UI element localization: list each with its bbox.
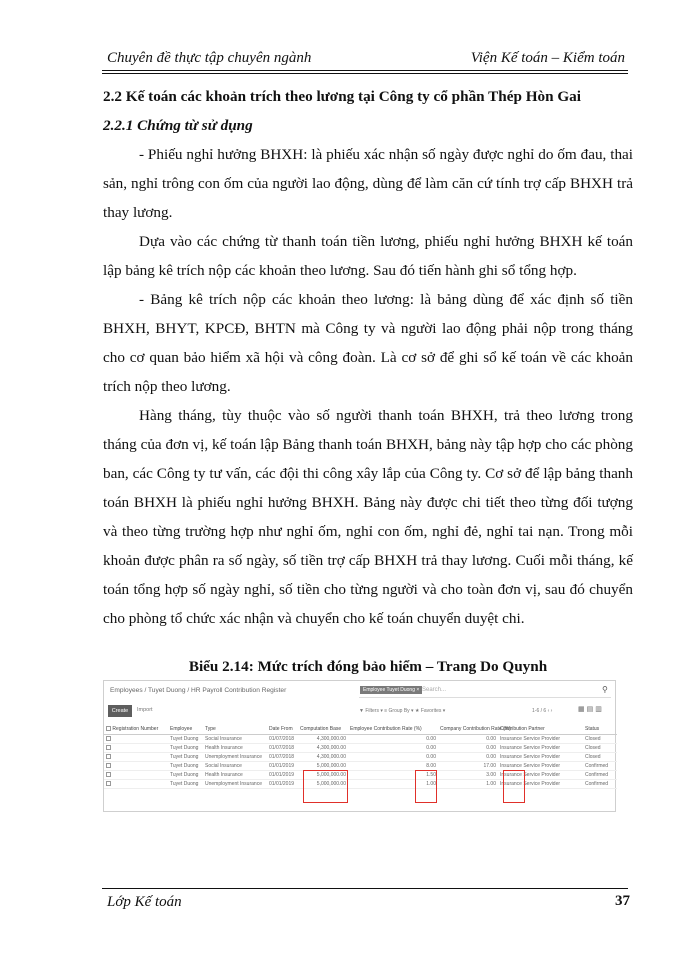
- cell-employee: Tuyet Duong: [168, 743, 203, 752]
- subsection-title: 2.2.1 Chứng từ sử dụng: [103, 117, 253, 134]
- cell-comp-rate: 3.00: [438, 770, 498, 779]
- row-checkbox-cell[interactable]: [104, 779, 168, 788]
- cell-comp-rate: 0.00: [438, 752, 498, 761]
- import-button[interactable]: Import: [137, 707, 153, 713]
- cell-status: Confirmed: [583, 779, 617, 788]
- pager[interactable]: 1-6 / 6 ‹ ›: [532, 708, 553, 714]
- cell-status: Closed: [583, 752, 617, 761]
- cell-date: 01/01/2019: [267, 779, 298, 788]
- cell-comp-rate: 1.00: [438, 779, 498, 788]
- table-row[interactable]: [104, 779, 617, 788]
- column-header[interactable]: Status: [583, 725, 617, 734]
- table-row[interactable]: [104, 770, 617, 779]
- checkbox[interactable]: [106, 763, 111, 768]
- figure-caption: Biểu 2.14: Mức trích đóng bảo hiểm – Trang Do Quynh: [188, 658, 548, 675]
- paragraph: - Phiếu nghỉ hưởng BHXH: là phiếu xác nhận số ngày được nghỉ do ốm đau, thai sản, nghỉ trông con ốm của người lao động, dùng để làm căn cứ tính trợ cấp BHXH trả thay lương.: [103, 146, 633, 221]
- cell-comp-rate: 0.00: [438, 743, 498, 752]
- cell-type: Unemployment Insurance: [203, 779, 267, 788]
- search-underline: [359, 697, 611, 698]
- cell-base: 5,000,000.00: [298, 779, 348, 788]
- paragraph: Hàng tháng, tùy thuộc vào số người thanh toán BHXH, trả theo lương trong tháng của đơn vị, kế toán lập Bảng thanh toán BHXH, bảng này tập hợp cho các phòng ban, các Công ty tư vấn, các đội thi công xây lắp của Công ty. Cơ sở để lập bảng thanh toán BHXH là phiếu nghỉ hưởng BHXH. Bảng này được chi tiết theo từng đối tượng và theo từng trường hợp như nghỉ ốm, nghỉ con ốm, nghỉ đẻ, nghỉ tai nạn. Trong mỗi khoản được phân ra số ngày, số tiền trợ cấp BHXH trả thay lương. Cuối mỗi tháng, kế toán tổng hợp số ngày nghỉ, số tiền cho từng người và cho toàn đơn vị, sau đó chuyển cho phòng tổ chức xác nhận và chuyển cho kế toán chuyển duyệt chi.: [103, 407, 633, 627]
- checkbox[interactable]: [106, 754, 111, 759]
- cell-date: 01/07/2018: [267, 752, 298, 761]
- search-input[interactable]: Search...: [422, 687, 447, 693]
- cell-base: 5,000,000.00: [298, 761, 348, 770]
- cell-emp-rate: 1.00: [348, 779, 438, 788]
- cell-status: Closed: [583, 734, 617, 743]
- cell-status: Confirmed: [583, 761, 617, 770]
- cell-base: 5,000,000.00: [298, 770, 348, 779]
- cell-partner: Insurance Service Provider: [498, 770, 583, 779]
- cell-emp-rate: 1.50: [348, 770, 438, 779]
- highlight-employee-rate: [415, 770, 437, 803]
- column-header[interactable]: Computation Base: [298, 725, 348, 734]
- column-header[interactable]: Employee Contribution Rate (%): [348, 725, 438, 734]
- cell-date: 01/01/2019: [267, 761, 298, 770]
- cell-emp-rate: 0.00: [348, 752, 438, 761]
- header-right: Viện Kế toán – Kiểm toán: [470, 50, 625, 66]
- page-number: 37: [615, 893, 630, 909]
- view-switcher-icon[interactable]: ▦▤▥: [578, 706, 604, 713]
- cell-employee: Tuyet Duong: [168, 779, 203, 788]
- cell-employee: Tuyet Duong: [168, 734, 203, 743]
- row-checkbox-cell[interactable]: [104, 743, 168, 752]
- paragraph: Dựa vào các chứng từ thanh toán tiền lương, phiếu nghỉ hưởng BHXH kế toán lập bảng kê trích nộp các khoản theo lương. Sau đó tiến hành ghi sổ tổng hợp.: [103, 233, 633, 279]
- paragraph: - Bảng kê trích nộp các khoản theo lương: là bảng dùng để xác định số tiền BHXH, BHYT, KPCĐ, BHTN mà Công ty và người lao động phải nộp trong tháng cho cơ quan bảo hiểm xã hội và công đoàn. Là cơ sở để ghi sổ kế toán về các khoản trích nộp theo lương.: [103, 291, 633, 395]
- cell-type: Health Insurance: [203, 743, 267, 752]
- table-row[interactable]: [104, 761, 617, 770]
- cell-type: Unemployment Insurance: [203, 752, 267, 761]
- header-rule: [102, 70, 628, 71]
- cell-status: Closed: [583, 743, 617, 752]
- checkbox[interactable]: [106, 745, 111, 750]
- row-checkbox-cell[interactable]: [104, 734, 168, 743]
- cell-employee: Tuyet Duong: [168, 761, 203, 770]
- cell-emp-rate: 0.00: [348, 743, 438, 752]
- cell-date: 01/07/2018: [267, 734, 298, 743]
- column-header[interactable]: Type: [203, 725, 267, 734]
- highlight-company-rate: [503, 770, 525, 803]
- row-checkbox-cell[interactable]: [104, 770, 168, 779]
- cell-partner: Insurance Service Provider: [498, 743, 583, 752]
- table-row[interactable]: [104, 752, 617, 761]
- breadcrumb[interactable]: Employees / Tuyet Duong / HR Payroll Contribution Register: [110, 687, 287, 694]
- page-body: [103, 82, 633, 633]
- filter-bar[interactable]: ▼ Filters ▾ ≡ Group By ▾ ★ Favorites ▾: [359, 708, 446, 714]
- page-header: [107, 50, 625, 70]
- cell-date: 01/07/2018: [267, 743, 298, 752]
- cell-type: Health Insurance: [203, 770, 267, 779]
- cell-employee: Tuyet Duong: [168, 752, 203, 761]
- embedded-screenshot: [103, 680, 616, 812]
- search-icon[interactable]: ⚲: [602, 685, 608, 694]
- table-row[interactable]: [104, 734, 617, 743]
- create-button[interactable]: Create: [108, 705, 132, 717]
- column-header[interactable]: Employee: [168, 725, 203, 734]
- checkbox[interactable]: [106, 726, 111, 731]
- cell-emp-rate: 8.00: [348, 761, 438, 770]
- column-header[interactable]: Registration Number: [112, 726, 159, 733]
- footer-rule: [102, 888, 628, 889]
- cell-base: 4,300,000.00: [298, 734, 348, 743]
- column-header[interactable]: Company Contribution Rate (%): [440, 726, 511, 733]
- checkbox[interactable]: [106, 781, 111, 786]
- column-header[interactable]: Date From: [267, 725, 298, 734]
- row-checkbox-cell[interactable]: [104, 761, 168, 770]
- row-checkbox-cell[interactable]: [104, 752, 168, 761]
- checkbox[interactable]: [106, 772, 111, 777]
- contribution-table: [104, 725, 617, 789]
- cell-employee: Tuyet Duong: [168, 770, 203, 779]
- cell-comp-rate: 0.00: [438, 734, 498, 743]
- cell-type: Social Insurance: [203, 761, 267, 770]
- cell-base: 4,300,000.00: [298, 752, 348, 761]
- table-row[interactable]: [104, 743, 617, 752]
- highlight-computation-base: [303, 770, 348, 803]
- cell-base: 4,300,000.00: [298, 743, 348, 752]
- header-left: Chuyên đề thực tập chuyên ngành: [107, 50, 312, 66]
- column-header[interactable]: Contribution Partner: [498, 725, 583, 734]
- checkbox[interactable]: [106, 736, 111, 741]
- search-facet[interactable]: Employee Tuyet Duong ×: [360, 686, 422, 694]
- cell-status: Confirmed: [583, 770, 617, 779]
- cell-partner: Insurance Service Provider: [498, 779, 583, 788]
- cell-comp-rate: 17.00: [438, 761, 498, 770]
- cell-partner: Insurance Service Provider: [498, 734, 583, 743]
- section-title: 2.2 Kế toán các khoản trích theo lương tại Công ty cổ phần Thép Hòn Gai: [103, 88, 581, 105]
- table-header: [104, 725, 617, 734]
- cell-date: 01/01/2019: [267, 770, 298, 779]
- cell-type: Social Insurance: [203, 734, 267, 743]
- footer-left: Lớp Kế toán: [107, 894, 182, 910]
- cell-partner: Insurance Service Provider: [498, 752, 583, 761]
- header-rule-double: [102, 73, 628, 74]
- cell-emp-rate: 0.00: [348, 734, 438, 743]
- cell-partner: Insurance Service Provider: [498, 761, 583, 770]
